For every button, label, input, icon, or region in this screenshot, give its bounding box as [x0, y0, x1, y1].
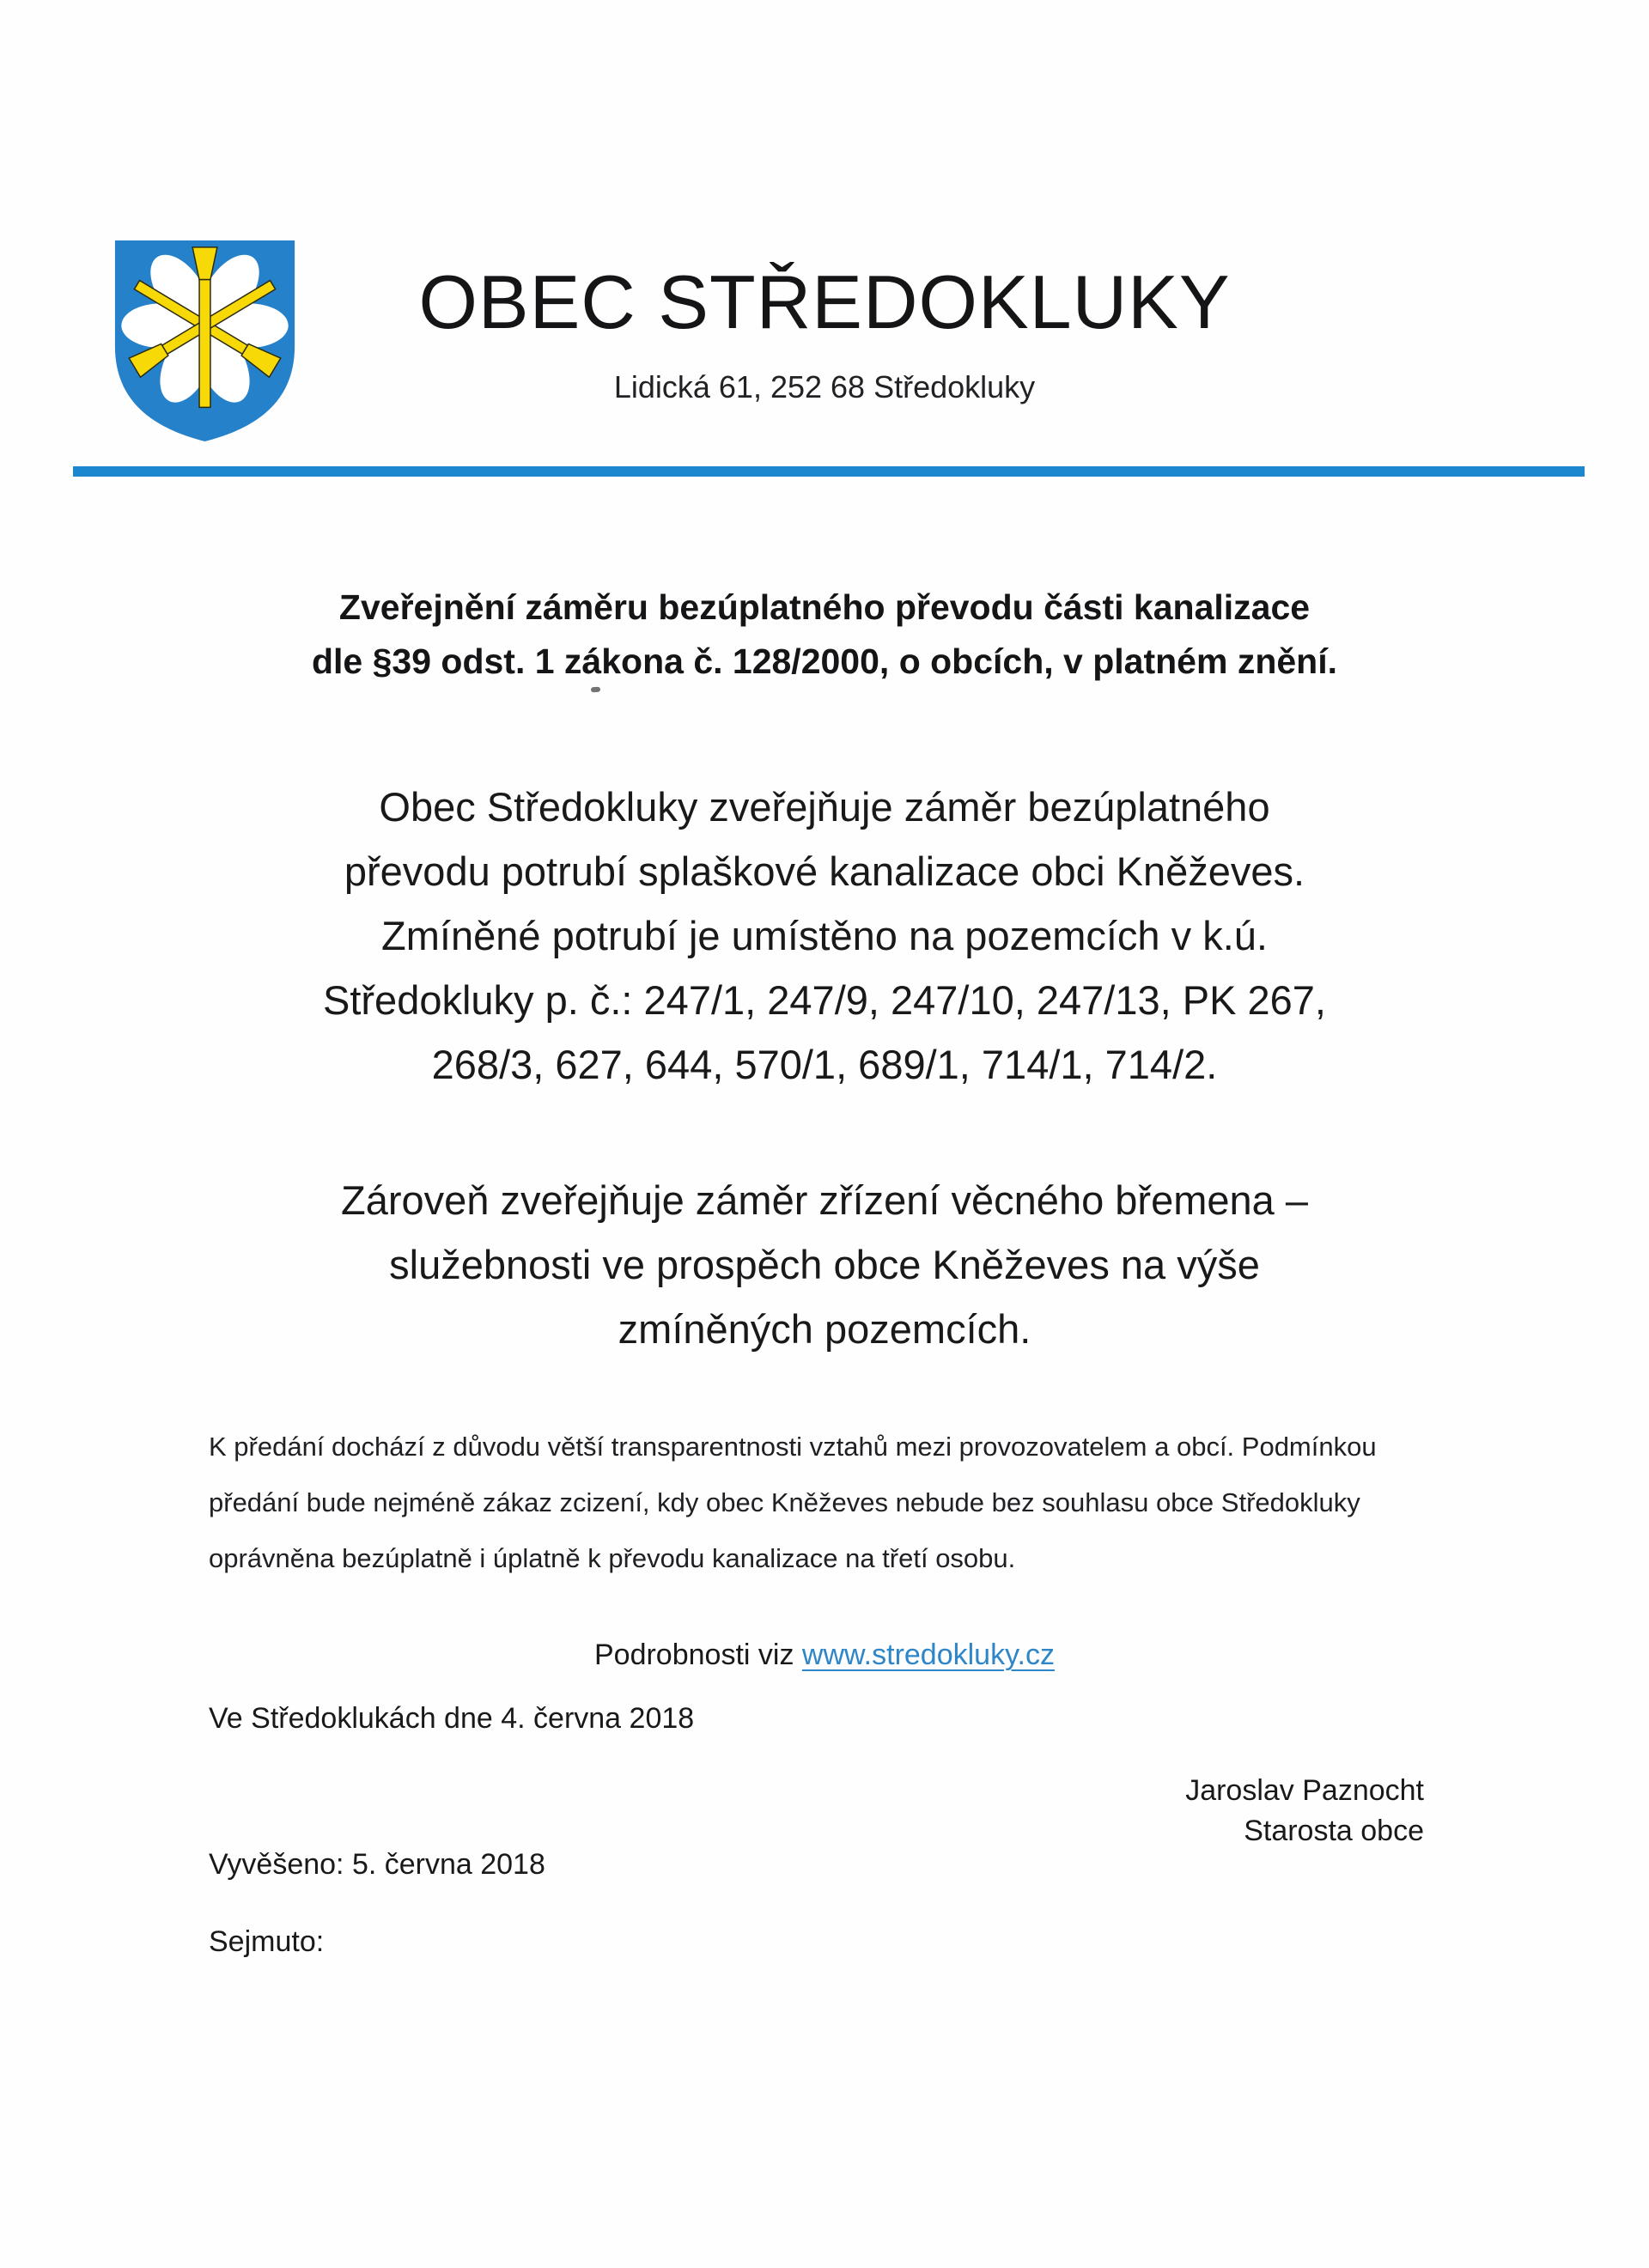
- details-line: [0, 1639, 1649, 1672]
- scan-artifact-dot: [591, 687, 600, 693]
- paragraph-line: převodu potrubí splaškové kanalizace obci Kněževes.: [344, 848, 1305, 894]
- details-prefix: Podrobnosti viz: [593, 1639, 802, 1671]
- paragraph-line: zmíněných pozemcích.: [618, 1306, 1031, 1352]
- signatory-name: Jaroslav Paznocht: [1185, 1774, 1424, 1807]
- removed-date-line: Sejmuto:: [209, 1925, 325, 1958]
- notice-title-line: dle §39 odst. 1 zákona č. 128/2000, o obcích, v platném znění.: [311, 641, 1337, 681]
- organization-name: OBEC STŘEDOKLUKY: [418, 259, 1231, 344]
- notice-title-line: Zveřejnění záměru bezúplatného převodu části kanalizace: [338, 587, 1311, 627]
- website-link[interactable]: www.stredokluky.cz: [801, 1639, 1056, 1671]
- paragraph-line: Zmíněné potrubí je umístěno na pozemcích v k.ú.: [381, 913, 1268, 958]
- note-line: K předání dochází z důvodu větší transparentnosti vztahů mezi provozovatelem a obcí. Podmínkou: [209, 1432, 1377, 1462]
- signatory-title: Starosta obce: [1244, 1815, 1424, 1847]
- note-line: předání bude nejméně zákaz zcizení, kdy obec Kněževes nebude bez souhlasu obce Středokluky: [209, 1487, 1360, 1517]
- signature-block: [1185, 1771, 1424, 1851]
- paragraph-line: Středokluky p. č.: 247/1, 247/9, 247/10, 247/13, PK 267,: [323, 977, 1326, 1023]
- main-paragraph-1: [52, 775, 1597, 1097]
- paragraph-line: Obec Středokluky zveřejňuje záměr bezúplatného: [379, 784, 1270, 830]
- notice-title: [86, 581, 1563, 689]
- note-line: oprávněna bezúplatně i úplatně k převodu kanalizace na třetí osobu.: [209, 1543, 1016, 1573]
- main-paragraph-2: [52, 1168, 1597, 1361]
- paragraph-line: Zároveň zveřejňuje záměr zřízení věcného břemena –: [341, 1177, 1308, 1223]
- letterhead: [0, 259, 1649, 405]
- paragraph-line: služebnosti ve prospěch obce Kněževes na výše: [389, 1242, 1260, 1287]
- explanatory-note: [209, 1419, 1463, 1586]
- paragraph-line: 268/3, 627, 644, 570/1, 689/1, 714/1, 714/2.: [431, 1042, 1218, 1087]
- organization-address: Lidická 61, 252 68 Středokluky: [613, 369, 1036, 404]
- header-divider-rule: [73, 466, 1585, 477]
- posted-date-line: Vyvěšeno: 5. června 2018: [209, 1848, 545, 1881]
- place-date-line: Ve Středoklukách dne 4. června 2018: [209, 1702, 695, 1735]
